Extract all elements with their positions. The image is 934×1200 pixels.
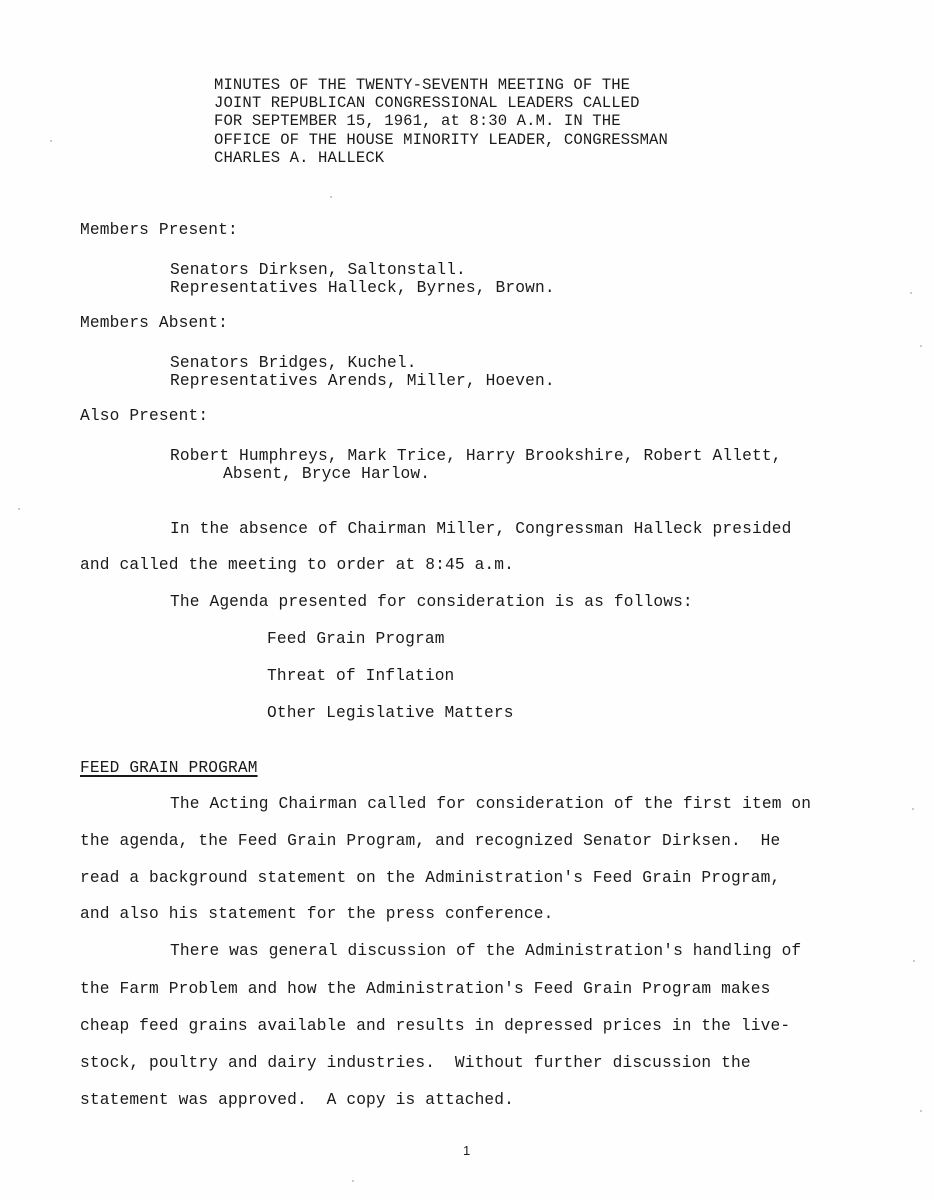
title-line: JOINT REPUBLICAN CONGRESSIONAL LEADERS CALLED bbox=[214, 94, 640, 112]
members-present-label: Members Present: bbox=[80, 221, 238, 239]
members-present-senators: Senators Dirksen, Saltonstall. bbox=[170, 261, 466, 279]
agenda-item: Threat of Inflation bbox=[267, 667, 455, 685]
scan-speck bbox=[330, 196, 332, 198]
agenda-item: Other Legislative Matters bbox=[267, 704, 514, 722]
section-heading: FEED GRAIN PROGRAM bbox=[80, 759, 258, 777]
scan-speck bbox=[352, 1180, 354, 1182]
members-absent-senators: Senators Bridges, Kuchel. bbox=[170, 354, 417, 372]
agenda-item: Feed Grain Program bbox=[267, 630, 445, 648]
also-present-label: Also Present: bbox=[80, 407, 209, 425]
scan-speck bbox=[18, 508, 20, 510]
scan-speck bbox=[50, 140, 52, 142]
paragraph-line: statement was approved. A copy is attached. bbox=[80, 1091, 515, 1109]
paragraph-line: read a background statement on the Administration's Feed Grain Program, bbox=[80, 869, 781, 887]
also-present-line: Absent, Bryce Harlow. bbox=[223, 465, 431, 483]
scan-speck bbox=[920, 345, 922, 347]
members-present-representatives: Representatives Halleck, Byrnes, Brown. bbox=[170, 279, 555, 297]
paragraph-line: cheap feed grains available and results in depressed prices in the live- bbox=[80, 1017, 791, 1035]
title-line: MINUTES OF THE TWENTY-SEVENTH MEETING OF THE bbox=[214, 76, 631, 94]
members-absent-representatives: Representatives Arends, Miller, Hoeven. bbox=[170, 372, 555, 390]
title-line: OFFICE OF THE HOUSE MINORITY LEADER, CONGRESSMAN bbox=[214, 131, 668, 149]
scan-speck bbox=[912, 808, 914, 810]
paragraph-line: In the absence of Chairman Miller, Congressman Halleck presided bbox=[170, 520, 792, 538]
paragraph-line: the agenda, the Feed Grain Program, and recognized Senator Dirksen. He bbox=[80, 832, 781, 850]
title-line: FOR SEPTEMBER 15, 1961, at 8:30 A.M. IN THE bbox=[214, 112, 621, 130]
scan-speck bbox=[913, 960, 915, 962]
paragraph-line: and called the meeting to order at 8:45 a.m. bbox=[80, 556, 515, 574]
agenda-intro: The Agenda presented for consideration is as follows: bbox=[170, 593, 693, 611]
paragraph-line: the Farm Problem and how the Administration's Feed Grain Program makes bbox=[80, 980, 771, 998]
members-absent-label: Members Absent: bbox=[80, 314, 228, 332]
title-line: CHARLES A. HALLECK bbox=[214, 149, 385, 167]
paragraph-line: The Acting Chairman called for consideration of the first item on bbox=[170, 795, 812, 813]
scan-speck bbox=[910, 292, 912, 294]
paragraph-line: and also his statement for the press conference. bbox=[80, 905, 554, 923]
page-number: 1 bbox=[463, 1143, 471, 1158]
also-present-line: Robert Humphreys, Mark Trice, Harry Brookshire, Robert Allett, bbox=[170, 447, 782, 465]
scan-speck bbox=[920, 1110, 922, 1112]
paragraph-line: stock, poultry and dairy industries. Without further discussion the bbox=[80, 1054, 751, 1072]
paragraph-line: There was general discussion of the Administration's handling of bbox=[170, 942, 802, 960]
